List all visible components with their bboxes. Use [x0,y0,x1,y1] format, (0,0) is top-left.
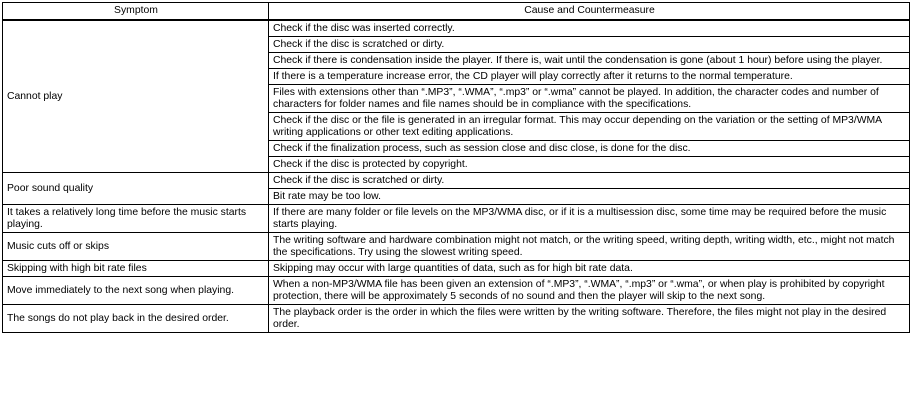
symptom-cell: Poor sound quality [3,173,269,205]
symptom-cell: Move immediately to the next song when playing. [3,277,269,305]
cause-cell: Check if the finalization process, such as session close and disc close, is done for the disc. [269,141,910,157]
symptom-cell: Cannot play [3,20,269,173]
cause-cell: Check if the disc is scratched or dirty. [269,37,910,53]
symptom-cell: Music cuts off or skips [3,233,269,261]
table-row [3,233,910,261]
cause-cell: Check if there is condensation inside the player. If there is, wait until the condensation is gone (about 1 hour) before using the player. [269,53,910,69]
cause-cell: Check if the disc was inserted correctly. [269,20,910,37]
cause-cell: If there are many folder or file levels on the MP3/WMA disc, or if it is a multisession disc, some time may be required before the music starts playing. [269,205,910,233]
cause-cell: The playback order is the order in which the files were written by the writing software. Therefore, the files might not play in the desired order. [269,305,910,333]
cause-cell: Check if the disc or the file is generated in an irregular format. This may occur depending on the variation or the setting of MP3/WMA writing applications or other text editing applications. [269,113,910,141]
symptom-cell: The songs do not play back in the desired order. [3,305,269,333]
symptom-cell: It takes a relatively long time before the music starts playing. [3,205,269,233]
cause-column-header: Cause and Countermeasure [269,3,910,21]
table-row [3,305,910,333]
troubleshooting-table [2,2,910,333]
cause-cell: Check if the disc is scratched or dirty. [269,173,910,189]
table-row [3,173,910,189]
cause-cell: If there is a temperature increase error, the CD player will play correctly after it returns to the normal temperature. [269,69,910,85]
cause-cell: When a non-MP3/WMA file has been given an extension of “.MP3”, “.WMA”, “.mp3” or “.wma”, or when play is prohibited by copyright protection, there will be approximately 5 seconds of no sound and then the player will skip to the next song. [269,277,910,305]
cause-cell: Bit rate may be too low. [269,189,910,205]
table-row [3,261,910,277]
cause-cell: Skipping may occur with large quantities of data, such as for high bit rate data. [269,261,910,277]
table-body [3,20,910,333]
symptom-column-header: Symptom [3,3,269,21]
table-header-row [3,3,910,21]
table-row [3,277,910,305]
table-row [3,205,910,233]
cause-cell: The writing software and hardware combination might not match, or the writing speed, writing depth, writing width, etc., might not match the specifications. Try using the slowest writing speed. [269,233,910,261]
symptom-cell: Skipping with high bit rate files [3,261,269,277]
cause-cell: Check if the disc is protected by copyright. [269,157,910,173]
table-row [3,20,910,37]
cause-cell: Files with extensions other than “.MP3”, “.WMA”, “.mp3” or “.wma” cannot be played. In addition, the character codes and number of characters for folder names and file names should be in compliance with the specifications. [269,85,910,113]
